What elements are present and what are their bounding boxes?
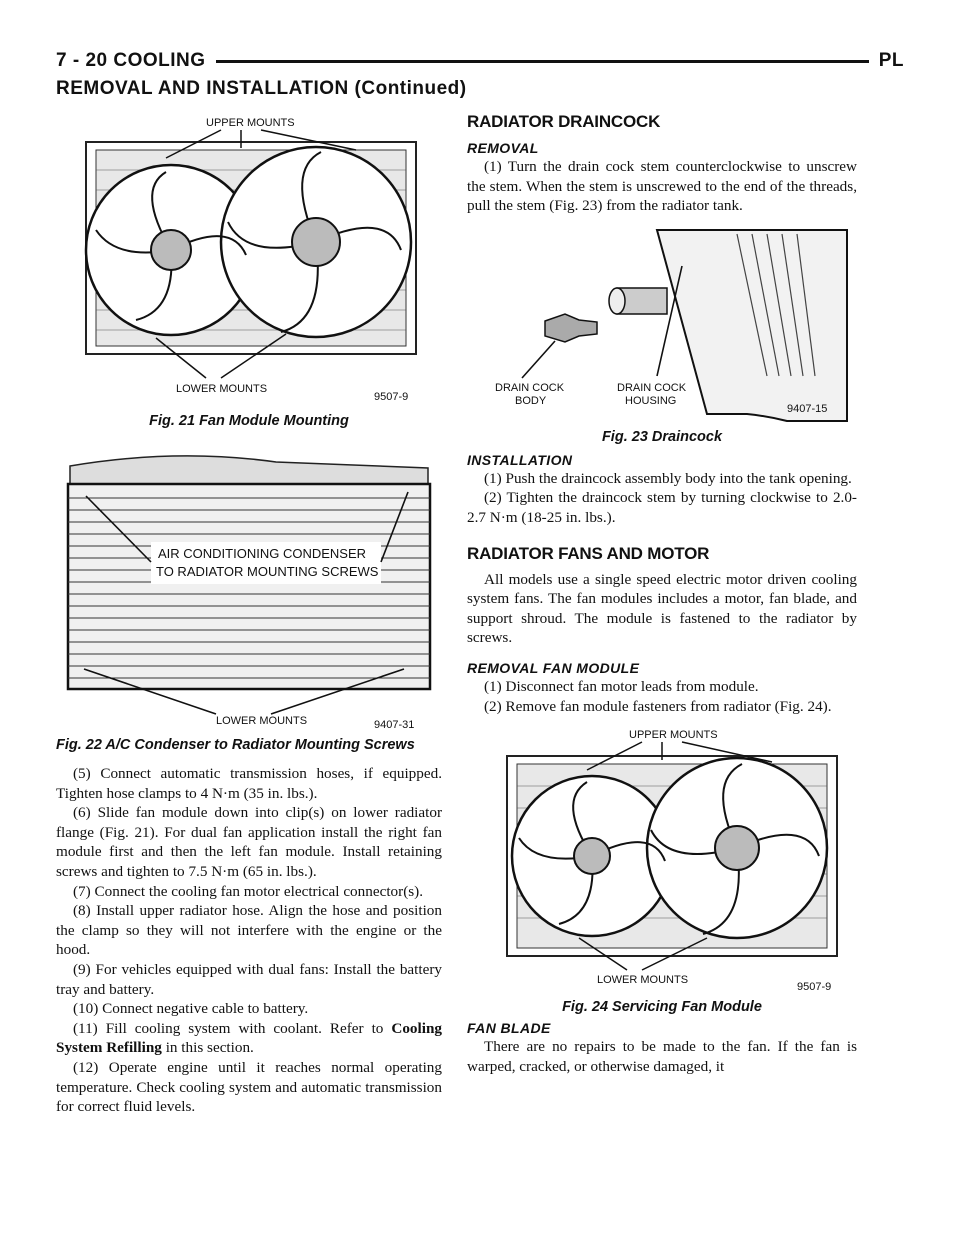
step-8: (8) Install upper radiator hose. Align the hose and position the clamp so they will not interfere with the engine or the hood. [56, 902, 442, 959]
fans-description: All models use a single speed electric motor driven cooling system fans. The fan modules includes a motor, fan blade, and support shroud. The module is fastened to the radiator by screws. [467, 570, 857, 647]
step-10: (10) Connect negative cable to battery. [73, 1000, 309, 1018]
page-reference: 7 - 20 COOLING [56, 50, 206, 71]
condenser-screws-label-line1: AIR CONDITIONING CONDENSER [158, 546, 367, 561]
step-11-text: (11) Fill cooling system with coolant. Refer to [73, 1019, 392, 1037]
figure-24-caption: Fig. 24 Servicing Fan Module [562, 999, 762, 1016]
figure-24 [467, 726, 857, 1016]
install-step-1: (1) Push the draincock assembly body into the tank opening. [484, 469, 852, 487]
figure-22 [56, 444, 442, 754]
figure-code: 9407-31 [374, 719, 415, 731]
step-12: (12) Operate engine until it reaches normal operating temperature. Check cooling system and automatic transmission for correct fluid levels. [56, 1058, 442, 1116]
step-7: (7) Connect the cooling fan motor electrical connector(s). [73, 882, 424, 900]
step-11-reference: Cooling System Refilling [56, 1019, 442, 1057]
drain-cock-body-label-line1: DRAIN COCK [495, 381, 565, 394]
step-11 [56, 1019, 442, 1058]
figure-22-caption: Fig. 22 A/C Condenser to Radiator Mounting Screws [56, 737, 415, 753]
left-column [56, 110, 442, 1117]
subsection-removal: REMOVAL [467, 140, 539, 156]
figure-23 [467, 226, 857, 446]
section-radiator-draincock: RADIATOR DRAINCOCK [467, 112, 661, 131]
upper-mounts-label: UPPER MOUNTS [629, 729, 718, 742]
fan-module-illustration [56, 110, 442, 410]
model-code: PL [878, 50, 904, 71]
figure-code: 9507-9 [797, 981, 832, 994]
lower-mounts-label: LOWER MOUNTS [216, 715, 308, 727]
figure-code: 9507-9 [374, 391, 409, 403]
upper-mounts-label: UPPER MOUNTS [206, 117, 295, 129]
installation-steps-continued [56, 764, 442, 1117]
condenser-radiator-illustration [56, 444, 442, 734]
install-step-2: (2) Tighten the draincock stem by turning clockwise to 2.0-2.7 N·m (18-25 in. lbs.). [467, 489, 857, 526]
removal-step-1: (1) Turn the drain cock stem counterclockwise to unscrew the stem. When the stem is unscrewed to the end of the threads, pull the stem (Fig. 23) from the radiator tank. [467, 158, 857, 215]
drain-cock-housing-label-line1: DRAIN COCK [617, 381, 687, 394]
subsection-installation: INSTALLATION [467, 451, 573, 468]
step-5: (5) Connect automatic transmission hoses, if equipped. Tighten hose clamps to 4 N·m (35 in. lbs.). [56, 765, 442, 802]
fan-blade-description: There are no repairs to be made to the fan. If the fan is warped, cracked, or otherwise damaged, it [467, 1038, 857, 1075]
header-rule [216, 60, 869, 63]
servicing-fan-module-illustration [467, 726, 857, 996]
step-11-suffix: in this section. [161, 1039, 254, 1057]
figure-code: 9407-15 [787, 402, 828, 415]
draincock-illustration [467, 226, 857, 426]
section-subhead: REMOVAL AND INSTALLATION (Continued) [56, 78, 467, 99]
right-column [467, 110, 857, 1076]
lower-mounts-label: LOWER MOUNTS [176, 383, 268, 395]
condenser-screws-label-line2: TO RADIATOR MOUNTING SCREWS [156, 564, 379, 579]
removal-fan-step-1: (1) Disconnect fan motor leads from module. [484, 677, 759, 695]
step-9: (9) For vehicles equipped with dual fans: Install the battery tray and battery. [56, 960, 442, 998]
step-6: (6) Slide fan module down into clip(s) on lower radiator flange (Fig. 21). For dual fan application install the right fan module first and then the left fan module. Install retaining screws and tighten to 7.5 N·m (65 in. lbs.). [56, 804, 442, 880]
section-radiator-fans-motor: RADIATOR FANS AND MOTOR [467, 543, 710, 563]
removal-fan-step-2: (2) Remove fan module fasteners from radiator (Fig. 24). [484, 697, 832, 715]
figure-21 [56, 110, 442, 430]
subsection-removal-fan-module: REMOVAL FAN MODULE [467, 659, 640, 676]
drain-cock-body-label-line2: BODY [515, 394, 547, 407]
lower-mounts-label: LOWER MOUNTS [597, 974, 689, 987]
page-header [56, 48, 904, 74]
drain-cock-housing-label-line2: HOUSING [625, 394, 677, 407]
subsection-fan-blade: FAN BLADE [467, 1020, 551, 1037]
figure-23-caption: Fig. 23 Draincock [601, 428, 723, 445]
figure-21-caption: Fig. 21 Fan Module Mounting [149, 413, 349, 429]
